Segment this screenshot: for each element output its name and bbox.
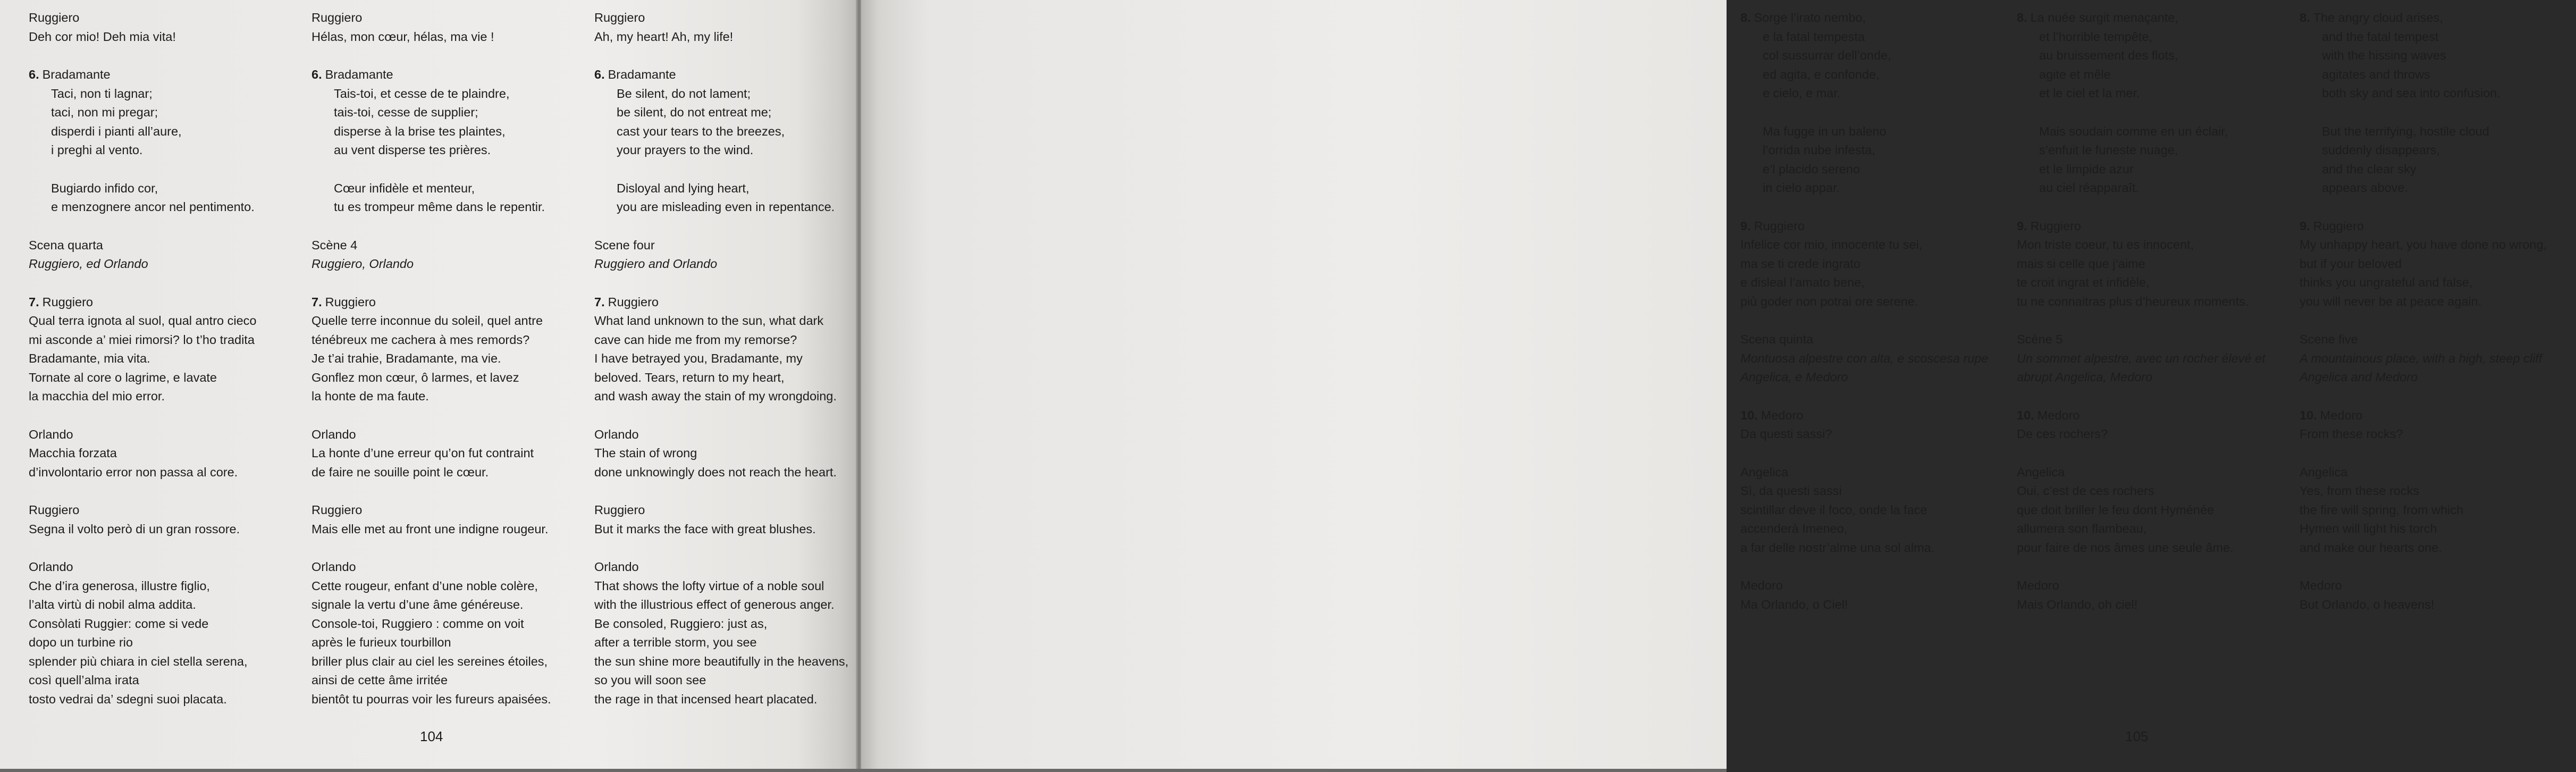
number-label: 8.: [1740, 11, 1751, 24]
text-block: [29, 293, 305, 406]
line-text: Ruggiero: [42, 295, 93, 309]
stage-direction: Angelica and Medoro: [2300, 370, 2418, 384]
text-block: [594, 293, 871, 406]
line-text: Bradamante: [608, 68, 676, 81]
text-block: [2017, 330, 2293, 387]
number-label: 9.: [2300, 219, 2310, 233]
text-line: Ma Orlando, o Ciel!: [1740, 597, 1848, 611]
verse-line: tu es trompeur même dans le repentir.: [334, 200, 545, 214]
text-line: Che d’ira generosa, illustre figlio,: [29, 578, 210, 593]
text-block: [2300, 9, 2576, 103]
verse-line: and the fatal tempest: [2322, 29, 2439, 44]
column-italian-105: [1740, 9, 2017, 633]
number-label: 7.: [29, 295, 39, 309]
line-text: Bradamante: [42, 68, 111, 81]
text-block: [1740, 463, 2017, 558]
text-line: la macchia del mio error.: [29, 389, 165, 403]
verse-line: e la fatal tempesta: [1763, 29, 1865, 44]
line-text: Ruggiero: [608, 295, 659, 309]
line-text: Medoro: [2037, 408, 2080, 422]
text-line: ma se ti crede ingrato: [1740, 256, 1861, 271]
text-line: que doit briller le feu dont Hyménée: [2017, 502, 2214, 517]
verse-line: Cœur infidèle et menteur,: [334, 181, 475, 195]
number-label: 6.: [594, 68, 605, 81]
verse-line: your prayers to the wind.: [617, 143, 754, 157]
text-line: Be consoled, Ruggiero: just as,: [594, 616, 768, 631]
text-line: [594, 293, 871, 312]
line-text: Ruggiero: [2030, 219, 2081, 233]
text-line: Medoro: [2300, 578, 2342, 592]
text-block: [594, 425, 871, 482]
text-block: [312, 501, 588, 539]
text-line: I have betrayed you, Bradamante, my: [594, 351, 803, 365]
text-block: [1740, 217, 2017, 312]
text-line: bientôt tu pourras voir les fureurs apaisées.: [312, 692, 551, 706]
stage-direction: Ruggiero and Orlando: [594, 257, 718, 271]
number-label: 6.: [29, 68, 39, 81]
text-line: più goder non potrai ore serene.: [1740, 294, 1918, 308]
text-block: [2300, 463, 2576, 558]
text-block: [2300, 217, 2576, 312]
text-line: the rage in that incensed heart placated.: [594, 692, 818, 706]
text-line: Medoro: [2017, 578, 2059, 592]
text-line: Sì, da questi sassi: [1740, 484, 1842, 498]
text-block: [29, 558, 305, 709]
text-line: tosto vedrai da’ sdegni suoi placata.: [29, 692, 227, 706]
verse-line: [2300, 9, 2576, 28]
text-block: [1740, 122, 2017, 198]
left-page: [0, 0, 857, 772]
verse-line: Ma fugge in un baleno: [1763, 124, 1887, 138]
text-line: mi asconde a’ miei rimorsi? lo t’ho tradita: [29, 332, 255, 347]
text-line: ténébreux me cachera à mes remords?: [312, 332, 530, 347]
column-french-104: [312, 9, 588, 728]
text-line: The stain of wrong: [594, 446, 697, 460]
text-line: dopo un turbine rio: [29, 635, 133, 649]
verse-line: s’enfuit le funeste nuage,: [2039, 143, 2178, 157]
text-line: Ruggiero: [594, 11, 645, 24]
line-text: Ruggiero: [2313, 219, 2364, 233]
verse-line: et le ciel et la mer.: [2039, 86, 2140, 100]
text-line: Ah, my heart! Ah, my life!: [594, 29, 734, 44]
right-page: [861, 0, 2547, 772]
text-line: What land unknown to the sun, what dark: [594, 314, 824, 328]
verse-line: agitates and throws: [2322, 67, 2430, 81]
text-line: and make our hearts one.: [2300, 540, 2442, 555]
text-line: the sun shine more beautifully in the heavens,: [594, 654, 849, 668]
page-bottom-edge: [0, 769, 1727, 772]
text-block: [2017, 576, 2293, 614]
text-line: Ruggiero: [312, 11, 363, 24]
text-line: [29, 293, 305, 312]
verse-line: [2017, 9, 2293, 28]
verse-line: you are misleading even in repentance.: [617, 200, 835, 214]
text-line: Orlando: [312, 560, 356, 574]
text-line: Tornate al core o lagrime, e lavate: [29, 370, 217, 384]
verse-line: Mais soudain comme en un éclair,: [2039, 124, 2228, 138]
verse-line: au vent disperse tes prières.: [334, 143, 491, 157]
text-line: te croit ingrat et infidèle,: [2017, 275, 2150, 289]
text-block: [1740, 576, 2017, 614]
column-italian-104: [29, 9, 305, 728]
verse-line: i preghi al vento.: [51, 143, 143, 157]
stage-direction: Angelica, e Medoro: [1740, 370, 1848, 384]
line-text: Bradamante: [325, 68, 393, 81]
line-text: Ruggiero: [1754, 219, 1805, 233]
text-line: cave can hide me from my remorse?: [594, 332, 797, 347]
text-block: [2300, 576, 2576, 614]
text-block: [594, 501, 871, 539]
text-line: Orlando: [29, 560, 73, 574]
text-line: pour faire de nos âmes une seule âme.: [2017, 540, 2234, 555]
text-line: done unknowingly does not reach the heart.: [594, 465, 837, 479]
text-line: Angelica: [2300, 465, 2348, 479]
text-line: [2017, 406, 2293, 425]
text-line: after a terrible storm, you see: [594, 635, 757, 649]
text-line: Ruggiero: [29, 11, 80, 24]
text-block: [312, 293, 588, 406]
text-block: [594, 558, 871, 709]
text-line: Da questi sassi?: [1740, 427, 1832, 441]
text-line: Gonflez mon cœur, ô larmes, et lavez: [312, 370, 519, 384]
verse-line: l’orrida nube infesta,: [1763, 143, 1875, 157]
text-line: Orlando: [594, 427, 639, 441]
text-block: [312, 9, 588, 46]
text-line: allumera son flambeau,: [2017, 522, 2147, 535]
text-line: But Orlando, o heavens!: [2300, 597, 2435, 611]
verse-line: col sussurrar dell’onde,: [1763, 48, 1891, 62]
text-line: Scena quinta: [1740, 332, 1814, 346]
verse-line: in cielo appar.: [1763, 181, 1840, 195]
text-line: Quelle terre inconnue du soleil, quel antre: [312, 314, 543, 328]
text-line: Scena quarta: [29, 238, 103, 252]
text-line: Medoro: [1740, 578, 1783, 592]
text-line: [2300, 217, 2576, 236]
text-line: Mon triste coeur, tu es innocent,: [2017, 238, 2194, 251]
verse-line: e cielo, e mar.: [1763, 86, 1841, 100]
column-french-105: [2017, 9, 2293, 633]
text-block: [29, 501, 305, 539]
verse-line: with the hissing waves: [2322, 48, 2446, 62]
number-label: 9.: [1740, 219, 1751, 233]
text-line: e disleal l’amato bene,: [1740, 275, 1865, 289]
stage-direction: Ruggiero, Orlando: [312, 257, 414, 271]
text-line: Macchia forzata: [29, 446, 117, 460]
column-english-104: [594, 9, 871, 728]
verse-line: e menzognere ancor nel pentimento.: [51, 200, 255, 214]
text-line: [594, 65, 871, 85]
text-line: [2300, 406, 2576, 425]
text-line: Deh cor mio! Deh mia vita!: [29, 29, 176, 44]
verse-line: e’l placido sereno: [1763, 162, 1860, 176]
text-line: and wash away the stain of my wrongdoing.: [594, 389, 837, 403]
number-label: 7.: [594, 295, 605, 309]
text-line: [2017, 217, 2293, 236]
text-line: de faire ne souille point le cœur.: [312, 465, 489, 479]
text-line: [29, 65, 305, 85]
text-line: Infelice cor mio, innocente tu sei,: [1740, 238, 1923, 251]
text-line: après le furieux tourbillon: [312, 635, 451, 649]
text-block: [312, 558, 588, 709]
text-block: [312, 236, 588, 274]
text-block: [2017, 9, 2293, 103]
text-line: [1740, 217, 2017, 236]
page-number: 104: [420, 728, 443, 744]
text-block: [312, 65, 588, 160]
verse-line: disperdi i pianti all’aure,: [51, 124, 182, 138]
text-block: [2017, 122, 2293, 198]
verse-line: disperse à la brise tes plaintes,: [334, 124, 506, 138]
stage-direction: abrupt Angelica, Medoro: [2017, 370, 2153, 384]
line-text: Sorge l’irato nembo,: [1754, 11, 1866, 24]
line-text: La nuée surgit menaçante,: [2030, 11, 2178, 24]
number-label: 8.: [2300, 11, 2310, 24]
text-line: From these rocks?: [2300, 427, 2403, 441]
text-line: Ruggiero: [594, 503, 645, 517]
text-line: Bradamante, mia vita.: [29, 351, 150, 365]
text-block: [29, 425, 305, 482]
text-line: Angelica: [2017, 465, 2065, 479]
text-line: Scène 4: [312, 238, 358, 252]
verse-line: Tais-toi, et cesse de te plaindre,: [334, 86, 510, 100]
stage-direction: Montuosa alpestre con alta, e scoscesa rupe: [1740, 351, 1989, 365]
text-line: mais si celle que j’aime: [2017, 256, 2145, 271]
text-line: così quell’alma irata: [29, 673, 139, 687]
text-line: d’involontario error non passa al core.: [29, 465, 238, 479]
text-line: Mais elle met au front une indigne rougeur.: [312, 522, 549, 536]
text-block: [594, 9, 871, 46]
text-block: [2300, 330, 2576, 387]
text-block: [29, 236, 305, 274]
verse-line: be silent, do not entreat me;: [617, 105, 772, 119]
text-line: tu ne connaitras plus d’heureux moments.: [2017, 294, 2249, 308]
text-block: [1740, 406, 2017, 444]
text-block: [594, 65, 871, 160]
text-line: That shows the lofty virtue of a noble soul: [594, 578, 824, 593]
number-label: 10.: [1740, 408, 1758, 422]
text-block: [2017, 406, 2293, 444]
text-block: [29, 65, 305, 160]
number-label: 10.: [2300, 408, 2317, 422]
verse-line: and the clear sky: [2322, 162, 2417, 176]
verse-line: au bruissement des flots,: [2039, 48, 2178, 62]
text-line: De ces rochers?: [2017, 427, 2108, 441]
text-line: Hymen will light his torch: [2300, 522, 2437, 535]
text-block: [2300, 122, 2576, 198]
text-block: [2017, 463, 2293, 558]
line-text: Medoro: [1761, 408, 1804, 422]
text-line: Scene five: [2300, 332, 2358, 346]
text-line: Je t’ai trahie, Bradamante, ma vie.: [312, 351, 501, 365]
text-line: Yes, from these rocks: [2300, 484, 2420, 498]
text-line: Angelica: [1740, 465, 1789, 479]
text-line: Hélas, mon cœur, hélas, ma vie !: [312, 29, 494, 44]
verse-line: appears above.: [2322, 181, 2409, 195]
text-line: scintillar deve il foco, onde la face: [1740, 502, 1927, 517]
text-line: My unhappy heart, you have done no wrong,: [2300, 238, 2547, 251]
text-block: [312, 179, 588, 217]
text-block: [312, 425, 588, 482]
stage-direction: Un sommet alpestre, avec un rocher élevé et: [2017, 351, 2266, 365]
verse-line: et l’horrible tempête,: [2039, 29, 2152, 44]
number-label: 6.: [312, 68, 322, 81]
text-line: but if your beloved: [2300, 256, 2402, 271]
text-line: Scène 5: [2017, 332, 2063, 346]
column-english-105: [2300, 9, 2576, 633]
verse-line: But the terrifying, hostile cloud: [2322, 124, 2489, 138]
text-line: la honte de ma faute.: [312, 389, 429, 403]
verse-line: Disloyal and lying heart,: [617, 181, 750, 195]
text-block: [29, 179, 305, 217]
text-line: Cette rougeur, enfant d’une noble colère,: [312, 578, 538, 593]
text-line: Mais Orlando, oh ciel!: [2017, 597, 2138, 611]
verse-line: Taci, non ti lagnar;: [51, 86, 153, 100]
line-text: Medoro: [2320, 408, 2363, 422]
verse-line: ed agita, e confonde,: [1763, 67, 1880, 81]
stage-direction: Ruggiero, ed Orlando: [29, 257, 148, 271]
text-block: [2300, 406, 2576, 444]
text-line: Segna il volto però di un gran rossore.: [29, 522, 240, 536]
text-line: thinks you ungrateful and false,: [2300, 275, 2473, 289]
text-block: [594, 236, 871, 274]
text-line: Console-toi, Ruggiero : comme on voit: [312, 616, 524, 631]
text-line: [1740, 406, 2017, 425]
verse-line: cast your tears to the breezes,: [617, 124, 785, 138]
verse-line: Bugiardo infido cor,: [51, 181, 158, 195]
text-line: so you will soon see: [594, 673, 706, 687]
text-line: Orlando: [29, 427, 73, 441]
text-line: you will never be at peace again.: [2300, 294, 2482, 308]
verse-line: Be silent, do not lament;: [617, 86, 751, 100]
text-block: [594, 179, 871, 217]
verse-line: au ciel réapparaît.: [2039, 181, 2140, 195]
text-line: with the illustrious effect of generous anger.: [594, 598, 835, 611]
text-line: [312, 293, 588, 312]
text-line: briller plus clair au ciel les sereines étoiles,: [312, 654, 548, 668]
text-line: Ruggiero: [312, 503, 363, 517]
text-line: [312, 65, 588, 85]
number-label: 10.: [2017, 408, 2034, 422]
text-line: splender più chiara in ciel stella serena,: [29, 654, 248, 668]
text-line: Orlando: [312, 427, 356, 441]
text-line: signale la vertu d’une âme généreuse.: [312, 598, 524, 611]
text-block: [1740, 9, 2017, 103]
text-block: [1740, 330, 2017, 387]
text-line: Scene four: [594, 238, 655, 252]
text-line: l’alta virtù di nobil alma addita.: [29, 598, 196, 611]
verse-line: et le limpide azur: [2039, 162, 2134, 176]
text-block: [2017, 217, 2293, 312]
text-line: beloved. Tears, return to my heart,: [594, 370, 785, 384]
text-line: Qual terra ignota al suol, qual antro cieco: [29, 314, 257, 328]
line-text: Ruggiero: [325, 295, 376, 309]
number-label: 8.: [2017, 11, 2027, 24]
text-line: Orlando: [594, 560, 639, 574]
number-label: 9.: [2017, 219, 2027, 233]
verse-line: agite et mêle: [2039, 67, 2111, 81]
number-label: 7.: [312, 295, 322, 309]
stage-direction: A mountainous place, with a high, steep cliff: [2300, 351, 2543, 365]
line-text: The angry cloud arises,: [2313, 11, 2443, 24]
verse-line: both sky and sea into confusion.: [2322, 86, 2501, 100]
page-number: 105: [2125, 728, 2149, 744]
verse-line: suddenly disappears,: [2322, 143, 2440, 157]
verse-line: taci, non mi pregar;: [51, 105, 158, 119]
text-line: accenderà Imeneo,: [1740, 522, 1848, 535]
verse-line: tais-toi, cesse de supplier;: [334, 105, 478, 119]
text-line: La honte d’une erreur qu’on fut contraint: [312, 446, 534, 460]
text-block: [29, 9, 305, 46]
text-line: Oui, c’est de ces rochers: [2017, 484, 2154, 498]
text-line: the fire will spring, from which: [2300, 502, 2464, 517]
text-line: a far delle nostr’alme una sol alma.: [1740, 540, 1935, 555]
text-line: ainsi de cette âme irritée: [312, 673, 448, 687]
verse-line: [1740, 9, 2017, 28]
text-line: Ruggiero: [29, 503, 80, 517]
text-line: Consòlati Ruggier: come si vede: [29, 616, 209, 631]
text-line: But it marks the face with great blushes.: [594, 522, 816, 536]
